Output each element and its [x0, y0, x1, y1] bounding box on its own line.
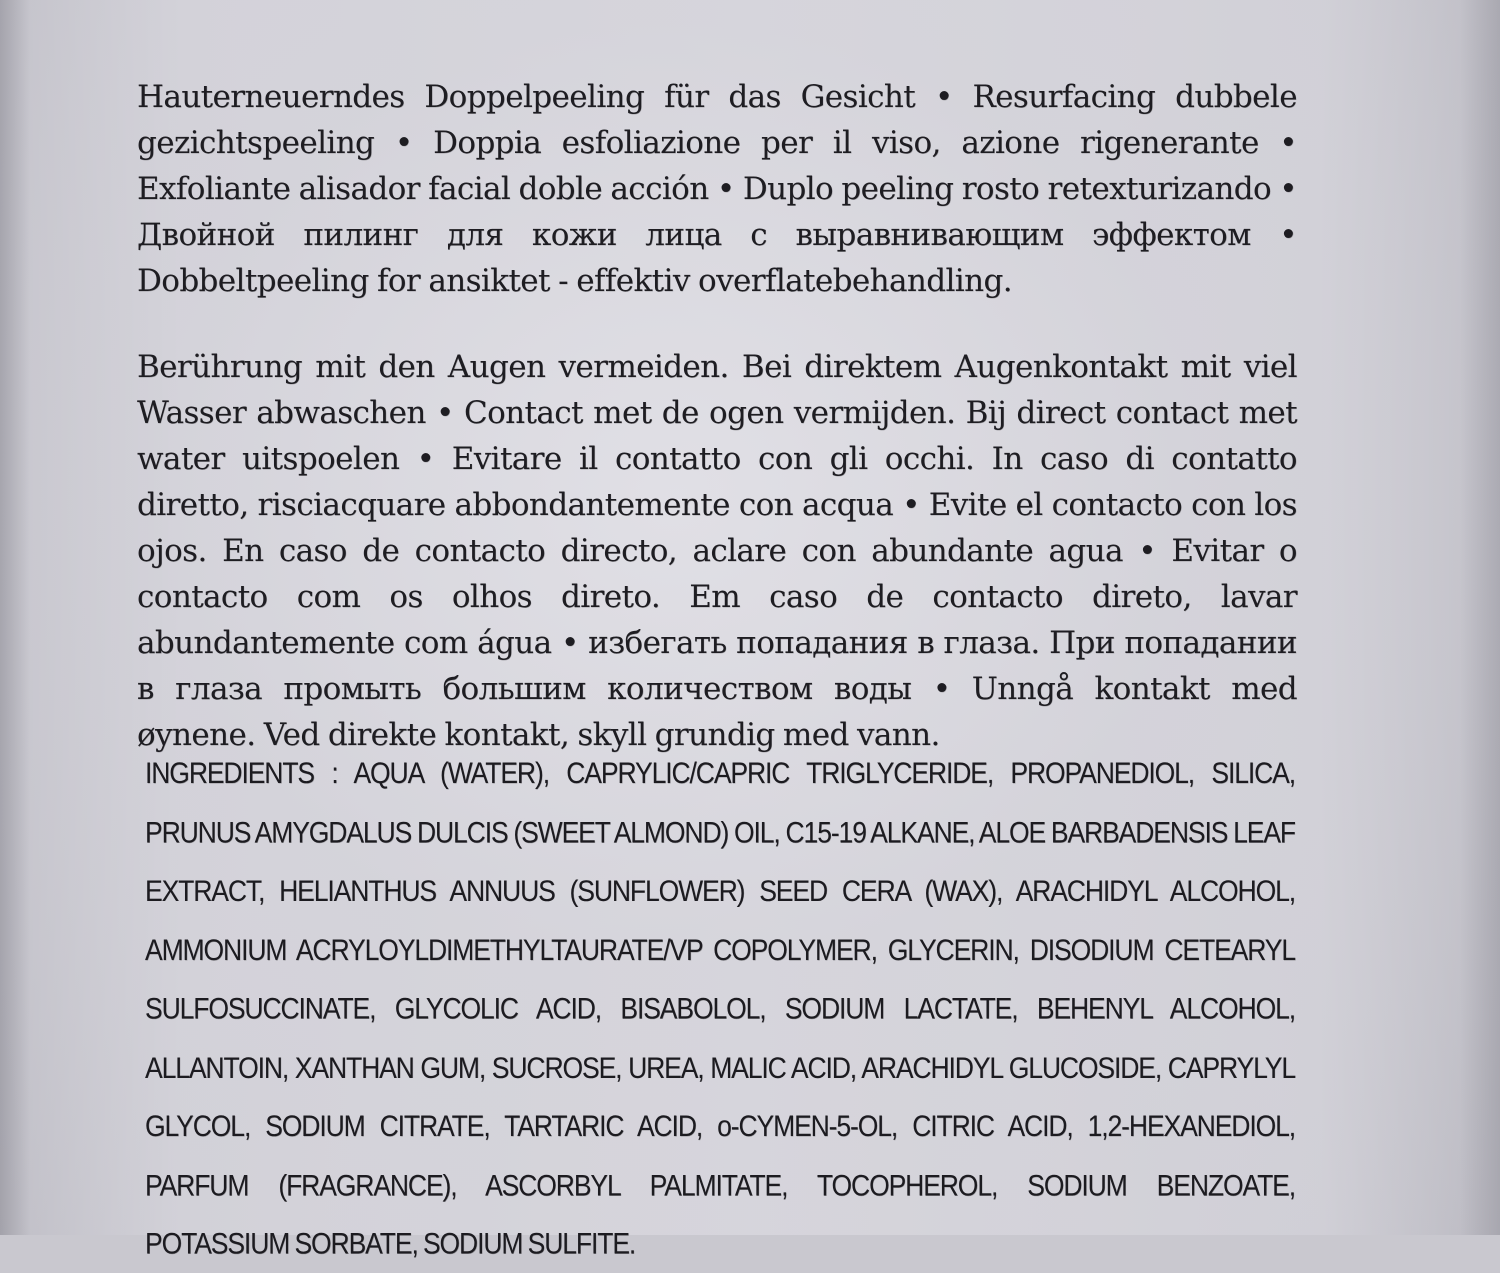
box-right-edge	[1460, 0, 1500, 1235]
product-description-multilingual: Hauterneuerndes Doppelpeeling für das Gesicht • Resurfacing dubbele gezichtspeeling • Doppia esfoliazione per il viso, azione rigenerante • Exfoliante alisador facial doble acción • Duplo peeling rosto retexturizando • Двойной пилинг для кожи лица с выравнивающим эффектом • Dobbeltpeeling for ansiktet - effektiv overflatebehandling.	[137, 79, 1297, 299]
box-left-shadow	[0, 0, 30, 1235]
eye-contact-warning-multilingual: Berührung mit den Augen vermeiden. Bei direktem Augenkontakt mit viel Wasser abwaschen • Contact met de ogen vermijden. Bij direct contact met water uitspoelen • Evitare il contatto con gli occhi. In caso di contatto diretto, risciacquare abbondantemente con acqua • Evite el contacto con los ojos. En caso de contacto directo, aclare con abundante agua • Evitar o contacto com os olhos direto. Em caso de contacto direto, lavar abundantemente com água • избегать попадания в глаза. При попадании в глаза промыть большим количеством воды • Unngå kontakt med øynene. Ved direkte kontakt, skyll grundig med vann.	[137, 349, 1297, 753]
ingredients-list: INGREDIENTS : AQUA (WATER), CAPRYLIC/CAPRIC TRIGLYCERIDE, PROPANEDIOL, SILICA, PRUNUS AMYGDALUS DULCIS (SWEET ALMOND) OIL, C15-19 ALKANE, ALOE BARBADENSIS LEAF EXTRACT, HELIANTHUS ANNUUS (SUNFLOWER) SEED CERA (WAX), ARACHIDYL ALCOHOL, AMMONIUM ACRYLOYLDIMETHYLTAURATE/VP COPOLYMER, GLYCERIN, DISODIUM CETEARYL SULFOSUCCINATE, GLYCOLIC ACID, BISABOLOL, SODIUM LACTATE, BEHENYL ALCOHOL, ALLANTOIN, XANTHAN GUM, SUCROSE, UREA, MALIC ACID, ARACHIDYL GLUCOSIDE, CAPRYLYL GLYCOL, SODIUM CITRATE, TARTARIC ACID, o-CYMEN-5-OL, CITRIC ACID, 1,2-HEXANEDIOL, PARFUM (FRAGRANCE), ASCORBYL PALMITATE, TOCOPHEROL, SODIUM BENZOATE, POTASSIUM SORBATE, SODIUM SULFITE.	[145, 756, 1295, 1261]
